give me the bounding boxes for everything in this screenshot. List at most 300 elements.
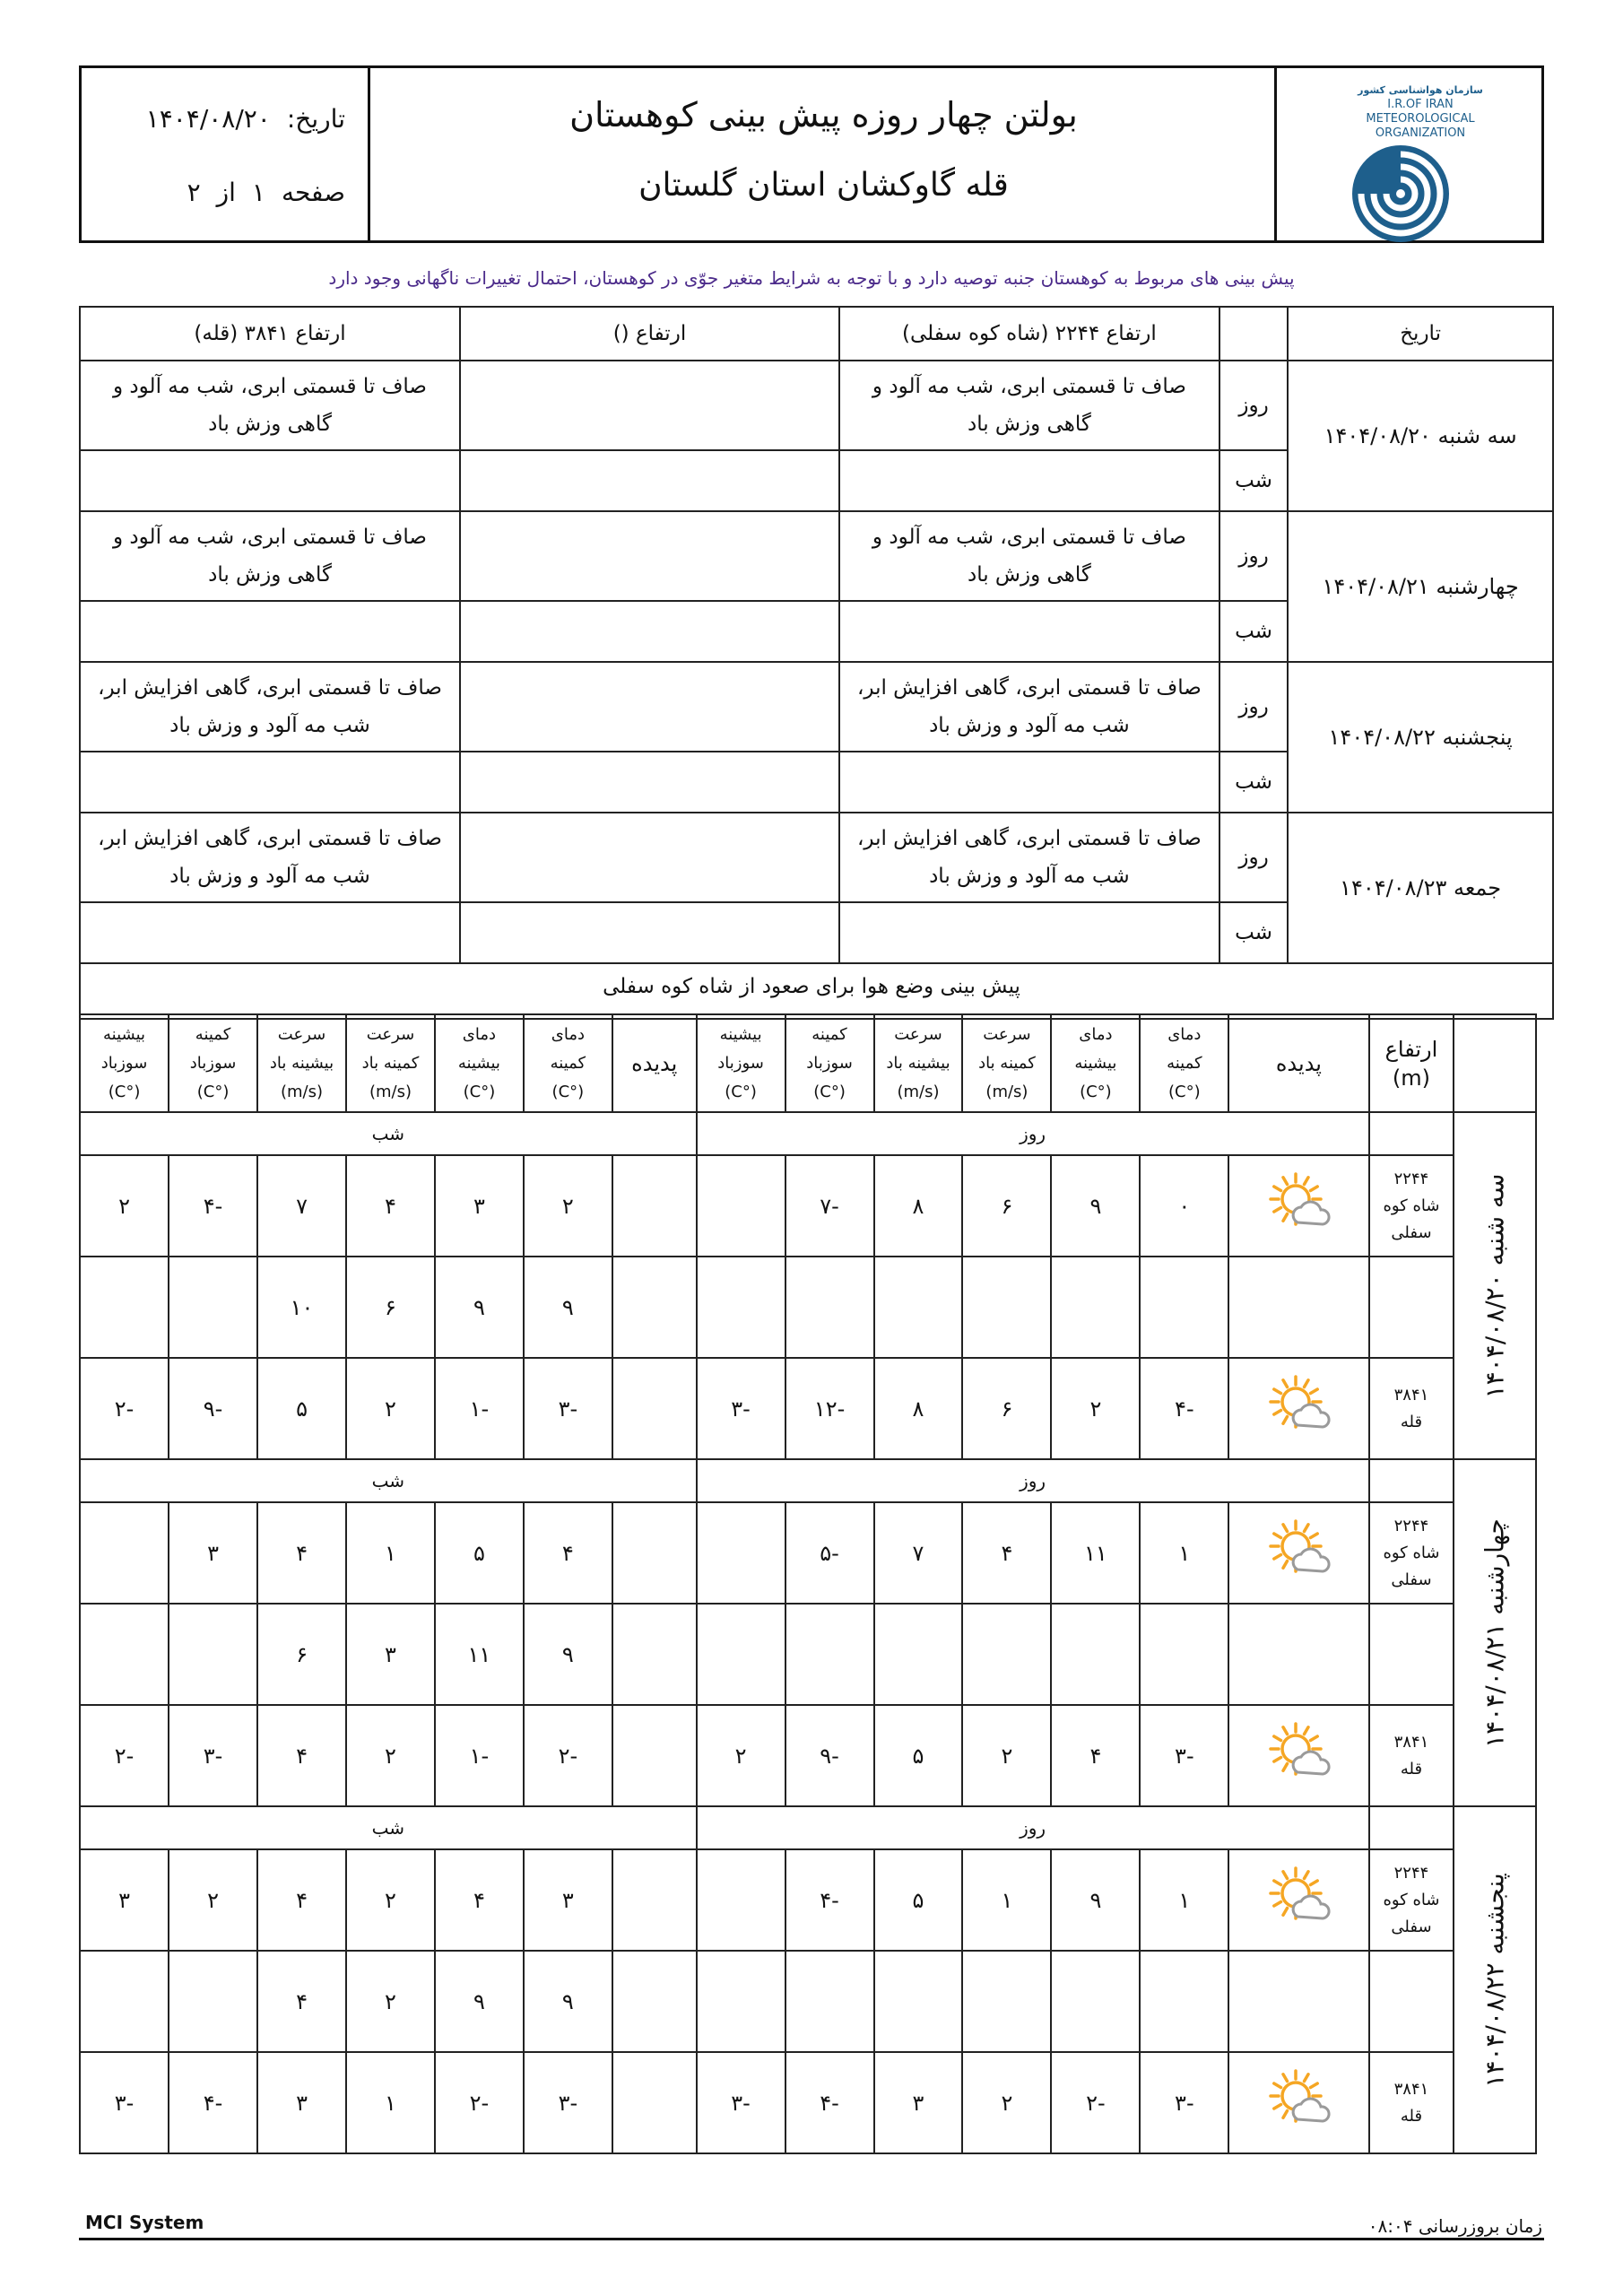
night-value: ۹ xyxy=(435,1951,524,2052)
night-value: ۴ xyxy=(257,1951,346,2052)
meteorological-organization-logo xyxy=(1277,68,1541,246)
day-label: روز xyxy=(1219,361,1288,450)
bulletin-subtitle: قله گاوکشان استان گلستان xyxy=(638,167,1009,204)
night-value: ۲ xyxy=(346,1951,435,2052)
variable-header-line: کمینه xyxy=(812,1024,847,1044)
bulletin-title: بولتن چهار روزه پیش بینی کوهستان xyxy=(569,95,1078,135)
page-of: از xyxy=(216,178,236,207)
peak-forecast: صاف تا قسمتی ابری، شب مه آلود و گاهی وزش باد xyxy=(80,361,460,450)
empty-cell xyxy=(460,450,839,511)
climb-data-row xyxy=(80,1257,1536,1358)
empty-cell xyxy=(460,601,839,662)
day-value xyxy=(874,1604,963,1705)
weather-icon-cell xyxy=(1228,1604,1368,1705)
day-value: -۲ xyxy=(1051,2052,1140,2153)
climb-data-row xyxy=(80,1358,1536,1459)
elevation-cell xyxy=(1369,1155,1454,1257)
day-value xyxy=(697,1849,785,1951)
night-value: -۴ xyxy=(169,2052,257,2153)
day-value xyxy=(1140,1257,1228,1358)
forecast-header-2: ارتفاع ۲۲۴۴ (شاه کوه سفلی) xyxy=(839,307,1219,361)
night-phenomenon-cell xyxy=(612,1951,697,2052)
night-value: ۳ xyxy=(80,1849,169,1951)
date-value: ۱۴۰۴/۰۸/۲۰ xyxy=(145,104,271,134)
station-name: قله xyxy=(1400,1412,1423,1431)
day-value: ۵ xyxy=(874,1849,963,1951)
day-value: -۳ xyxy=(697,2052,785,2153)
day-value xyxy=(962,1257,1051,1358)
climb-header-row xyxy=(80,1014,1536,1112)
elevation-cell xyxy=(1369,1502,1454,1604)
day-value: ۹ xyxy=(1051,1849,1140,1951)
forecast-day-row xyxy=(80,813,1553,902)
elevation-cell xyxy=(1369,1257,1454,1358)
variable-header-line: (m/s) xyxy=(985,1082,1028,1101)
forecast-header-4: ارتفاع ۳۸۴۱ (قله) xyxy=(80,307,460,361)
page-indicator xyxy=(171,178,345,207)
elevation-value: ۳۸۴۱ xyxy=(1393,1732,1429,1752)
day-value xyxy=(785,1257,874,1358)
day-value: ۹ xyxy=(1051,1155,1140,1257)
weather-icon-cell xyxy=(1228,1502,1368,1604)
variable-header-line: سوزباد xyxy=(100,1053,148,1073)
night-value: ۲ xyxy=(80,1155,169,1257)
bulletin-header xyxy=(79,65,1544,243)
variable-header-line: (°C) xyxy=(1080,1082,1112,1101)
variable-header xyxy=(962,1014,1051,1112)
partly-cloudy-icon xyxy=(1265,1373,1332,1439)
elevation-cell xyxy=(1369,1705,1454,1806)
weather-icon-cell xyxy=(1228,1155,1368,1257)
variable-header-line: بیشینه xyxy=(1074,1053,1117,1073)
variable-header-line: بیشینه باد xyxy=(269,1053,334,1073)
elevation-cell xyxy=(1369,1951,1454,2052)
phenomenon-header: پدیده xyxy=(612,1014,697,1112)
night-value: ۹ xyxy=(524,1257,612,1358)
block-date-text: پنجشنبه ۱۴۰۴/۰۸/۲۲ xyxy=(1480,1872,1510,2088)
partly-cloudy-icon xyxy=(1265,1720,1332,1787)
forecast-header-row xyxy=(80,307,1553,361)
peak-forecast: صاف تا قسمتی ابری، گاهی افزایش ابر، شب مه آلود و وزش باد xyxy=(80,813,460,902)
empty-cell xyxy=(1369,1112,1454,1155)
forecast-header-0: تاریخ xyxy=(1288,307,1553,361)
logo-text-fa: سازمان هواشناسی کشور xyxy=(1358,84,1483,96)
night-phenomenon-cell xyxy=(612,1502,697,1604)
forecast-date: جمعه ۱۴۰۴/۰۸/۲۳ xyxy=(1288,813,1553,963)
day-value xyxy=(1051,1604,1140,1705)
update-time xyxy=(1368,2215,1542,2237)
day-value xyxy=(697,1502,785,1604)
update-time-value: ۰۸:۰۴ xyxy=(1367,2215,1413,2237)
variable-header-line: دمای xyxy=(462,1024,497,1044)
night-value xyxy=(80,1257,169,1358)
empty-cell xyxy=(839,601,1219,662)
day-value: -۴ xyxy=(1140,1358,1228,1459)
station-name: قله xyxy=(1400,1759,1423,1779)
day-value xyxy=(697,1951,785,2052)
night-value: ۶ xyxy=(257,1604,346,1705)
night-value: ۳ xyxy=(169,1502,257,1604)
day-value: ۸ xyxy=(874,1155,963,1257)
elevation-value: ۲۲۴۴ xyxy=(1393,1169,1429,1188)
night-value: ۱۱ xyxy=(435,1604,524,1705)
night-phenomenon-cell xyxy=(612,1705,697,1806)
forecast-date: چهارشنبه ۱۴۰۴/۰۸/۲۱ xyxy=(1288,511,1553,662)
day-value xyxy=(1051,1951,1140,2052)
variable-header-line: کمینه باد xyxy=(361,1053,420,1073)
night-value xyxy=(169,1257,257,1358)
variable-header-line: کمینه xyxy=(195,1024,231,1044)
day-value xyxy=(697,1257,785,1358)
day-value xyxy=(962,1951,1051,2052)
night-value: ۲ xyxy=(346,1849,435,1951)
update-time-label: زمان بروزرسانی xyxy=(1418,2215,1542,2237)
night-value: ۳ xyxy=(257,2052,346,2153)
day-label: روز xyxy=(697,1806,1369,1849)
block-date xyxy=(1454,1112,1536,1459)
logo-text-3: ORGANIZATION xyxy=(1375,126,1466,140)
forecast-header-1 xyxy=(1219,307,1288,361)
title-cell xyxy=(368,68,1277,240)
night-label: شب xyxy=(1219,450,1288,511)
day-value: ۲ xyxy=(962,2052,1051,2153)
empty-cell xyxy=(839,902,1219,963)
empty-cell xyxy=(460,662,839,752)
station-name: قله xyxy=(1400,2106,1423,2126)
night-value: ۳ xyxy=(346,1604,435,1705)
day-value: ۶ xyxy=(962,1155,1051,1257)
night-value: ۴ xyxy=(257,1502,346,1604)
night-phenomenon-cell xyxy=(612,1849,697,1951)
partly-cloudy-icon xyxy=(1265,1170,1332,1237)
night-value: ۲ xyxy=(524,1155,612,1257)
night-value: -۱ xyxy=(435,1358,524,1459)
block-date xyxy=(1454,1459,1536,1806)
variable-header xyxy=(435,1014,524,1112)
weather-icon-cell xyxy=(1228,1951,1368,2052)
night-value: ۷ xyxy=(257,1155,346,1257)
night-value: ۳ xyxy=(435,1155,524,1257)
night-phenomenon-cell xyxy=(612,1257,697,1358)
night-value: ۱۰ xyxy=(257,1257,346,1358)
day-value xyxy=(697,1604,785,1705)
block-date xyxy=(1454,1806,1536,2153)
footer-divider xyxy=(79,2238,1544,2240)
block-date-text: چهارشنبه ۱۴۰۴/۰۸/۲۱ xyxy=(1480,1518,1510,1748)
day-value: ۵ xyxy=(874,1705,963,1806)
day-value: -۴ xyxy=(785,2052,874,2153)
day-value: -۳ xyxy=(697,1358,785,1459)
forecast-date: پنجشنبه ۱۴۰۴/۰۸/۲۲ xyxy=(1288,662,1553,813)
empty-cell xyxy=(460,813,839,902)
weather-icon-cell xyxy=(1228,1358,1368,1459)
day-value: ۳ xyxy=(874,2052,963,2153)
night-value: ۵ xyxy=(435,1502,524,1604)
climb-data-row xyxy=(80,1705,1536,1806)
night-phenomenon-cell xyxy=(612,1604,697,1705)
variable-header-line: (°C) xyxy=(463,1082,496,1101)
climb-table-title: پیش بینی وضع هوا برای صعود از شاه کوه سفلی xyxy=(603,975,1020,998)
block-date-text: سه شنبه ۱۴۰۴/۰۸/۲۰ xyxy=(1480,1173,1510,1398)
variable-header-line: سرعت xyxy=(366,1024,415,1044)
climb-forecast-table xyxy=(79,1013,1537,2154)
lower-station-forecast: صاف تا قسمتی ابری، شب مه آلود و گاهی وزش باد xyxy=(839,361,1219,450)
night-value: ۴ xyxy=(346,1155,435,1257)
night-value xyxy=(169,1604,257,1705)
variable-header-line: (m/s) xyxy=(369,1082,412,1101)
day-label: روز xyxy=(697,1459,1369,1502)
logo-text-1: I.R.OF IRAN xyxy=(1387,98,1454,111)
logo-text-2: METEOROLOGICAL xyxy=(1366,112,1475,126)
forecast-day-row xyxy=(80,511,1553,601)
night-label: شب xyxy=(1219,601,1288,662)
night-label: شب xyxy=(80,1112,697,1155)
variable-header-line: کمینه xyxy=(1167,1053,1202,1073)
empty-cell xyxy=(80,601,460,662)
night-value: -۲ xyxy=(80,1705,169,1806)
night-label: شب xyxy=(1219,752,1288,813)
day-value: ۴ xyxy=(1051,1705,1140,1806)
elevation-value: ۳۸۴۱ xyxy=(1393,2079,1429,2099)
day-value: ۱ xyxy=(1140,1849,1228,1951)
station-name: شاه کوه سفلی xyxy=(1383,1196,1440,1242)
day-label: روز xyxy=(1219,813,1288,902)
night-value: ۹ xyxy=(524,1951,612,2052)
day-value: ۲ xyxy=(962,1705,1051,1806)
night-value xyxy=(80,1951,169,2052)
elevation-value: ۲۲۴۴ xyxy=(1393,1516,1429,1535)
night-phenomenon-cell xyxy=(612,2052,697,2153)
variable-header xyxy=(346,1014,435,1112)
weather-icon-cell xyxy=(1228,2052,1368,2153)
forecast-date: سه شنبه ۱۴۰۴/۰۸/۲۰ xyxy=(1288,361,1553,511)
climb-data-row xyxy=(80,1951,1536,2052)
empty-cell xyxy=(460,361,839,450)
night-value: -۲ xyxy=(435,2052,524,2153)
day-value: ۸ xyxy=(874,1358,963,1459)
variable-header-line: دمای xyxy=(1167,1024,1202,1044)
day-value: -۱۲ xyxy=(785,1358,874,1459)
day-night-row xyxy=(80,1459,1536,1502)
empty-cell xyxy=(1369,1806,1454,1849)
variable-header-line: بیشینه xyxy=(719,1024,762,1044)
page-number: ۱ xyxy=(251,178,265,207)
advisory-notice: پیش بینی های مربوط به کوهستان جنبه توصیه دارد و با توجه به شرایط متغیر جوّی در کوهستان، احتمال تغییرات ناگهانی وجود دارد xyxy=(328,267,1295,289)
weather-icon-cell xyxy=(1228,1705,1368,1806)
peak-forecast: صاف تا قسمتی ابری، شب مه آلود و گاهی وزش باد xyxy=(80,511,460,601)
day-value xyxy=(874,1951,963,2052)
empty-cell xyxy=(80,450,460,511)
night-value: ۹ xyxy=(435,1257,524,1358)
day-value: ۲ xyxy=(697,1705,785,1806)
variable-header-line: بیشینه باد xyxy=(886,1053,950,1073)
night-value: -۳ xyxy=(169,1705,257,1806)
variable-header-line: بیشینه xyxy=(457,1053,500,1073)
day-night-row xyxy=(80,1806,1536,1849)
empty-cell xyxy=(839,450,1219,511)
variable-header-line: (m/s) xyxy=(280,1082,324,1101)
day-value xyxy=(962,1604,1051,1705)
empty-cell xyxy=(1369,1459,1454,1502)
night-label: شب xyxy=(80,1459,697,1502)
day-value xyxy=(1140,1951,1228,2052)
day-value: ۰ xyxy=(1140,1155,1228,1257)
empty-cell xyxy=(460,752,839,813)
variable-header-line: دمای xyxy=(1079,1024,1113,1044)
variable-header xyxy=(80,1014,169,1112)
elevation-header: ارتفاع (m) xyxy=(1369,1014,1454,1112)
empty-cell xyxy=(80,752,460,813)
night-value: ۲ xyxy=(169,1849,257,1951)
climb-data-row xyxy=(80,1502,1536,1604)
day-value: ۴ xyxy=(962,1502,1051,1604)
issue-date xyxy=(130,104,345,134)
lower-station-forecast: صاف تا قسمتی ابری، گاهی افزایش ابر، شب مه آلود و وزش باد xyxy=(839,662,1219,752)
empty-cell xyxy=(80,902,460,963)
night-value: ۲ xyxy=(346,1705,435,1806)
night-value: -۳ xyxy=(524,1358,612,1459)
elevation-cell xyxy=(1369,1604,1454,1705)
variable-header xyxy=(1140,1014,1228,1112)
variable-header-line: کمینه باد xyxy=(978,1053,1036,1073)
day-night-row xyxy=(80,1112,1536,1155)
day-value: -۵ xyxy=(785,1502,874,1604)
variable-header-line: سرعت xyxy=(983,1024,1031,1044)
day-label: روز xyxy=(1219,511,1288,601)
climb-data-row xyxy=(80,1604,1536,1705)
night-value: -۲ xyxy=(80,1358,169,1459)
elevation-cell xyxy=(1369,1849,1454,1951)
variable-header xyxy=(697,1014,785,1112)
night-value: ۵ xyxy=(257,1358,346,1459)
night-value: ۴ xyxy=(524,1502,612,1604)
forecast-header-3: ارتفاع () xyxy=(460,307,839,361)
day-value xyxy=(874,1257,963,1358)
variable-header-line: (°C) xyxy=(1168,1082,1201,1101)
variable-header-line: سوزباد xyxy=(717,1053,764,1073)
elevation-cell xyxy=(1369,2052,1454,2153)
day-value: -۳ xyxy=(1140,2052,1228,2153)
variable-header-line: (°C) xyxy=(725,1082,757,1101)
night-value: -۴ xyxy=(169,1155,257,1257)
forecast-table xyxy=(79,306,1554,1020)
variable-header-line: دمای xyxy=(551,1024,585,1044)
night-value: ۱ xyxy=(346,1502,435,1604)
night-value: -۹ xyxy=(169,1358,257,1459)
day-value xyxy=(1140,1604,1228,1705)
day-value: ۲ xyxy=(1051,1358,1140,1459)
lower-station-forecast: صاف تا قسمتی ابری، شب مه آلود و گاهی وزش باد xyxy=(839,511,1219,601)
day-value: -۳ xyxy=(1140,1705,1228,1806)
day-value: -۴ xyxy=(785,1849,874,1951)
climb-data-row xyxy=(80,1155,1536,1257)
night-value: ۹ xyxy=(524,1604,612,1705)
night-value: ۴ xyxy=(257,1705,346,1806)
variable-header xyxy=(874,1014,963,1112)
partly-cloudy-icon xyxy=(1265,1518,1332,1584)
forecast-day-row xyxy=(80,361,1553,450)
night-value: -۳ xyxy=(524,2052,612,2153)
day-label: روز xyxy=(697,1112,1369,1155)
night-value: ۱ xyxy=(346,2052,435,2153)
variable-header-line: (°C) xyxy=(551,1082,585,1101)
variable-header-line: سوزباد xyxy=(806,1053,853,1073)
day-value xyxy=(697,1155,785,1257)
night-label: شب xyxy=(80,1806,697,1849)
day-label: روز xyxy=(1219,662,1288,752)
day-value: ۷ xyxy=(874,1502,963,1604)
elevation-value: ۲۲۴۴ xyxy=(1393,1863,1429,1883)
empty-cell xyxy=(1454,1014,1536,1112)
day-value: -۹ xyxy=(785,1705,874,1806)
empty-cell xyxy=(460,902,839,963)
forecast-day-row xyxy=(80,662,1553,752)
system-label: MCI System xyxy=(85,2212,204,2233)
climb-data-row xyxy=(80,2052,1536,2153)
day-value xyxy=(785,1604,874,1705)
variable-header-line: (°C) xyxy=(813,1082,846,1101)
date-cell xyxy=(82,68,370,240)
climb-data-row xyxy=(80,1849,1536,1951)
variable-header-line: بیشینه xyxy=(103,1024,146,1044)
day-value xyxy=(1051,1257,1140,1358)
night-value: ۳ xyxy=(524,1849,612,1951)
variable-header-line: سرعت xyxy=(894,1024,942,1044)
night-phenomenon-cell xyxy=(612,1358,697,1459)
night-value: ۴ xyxy=(435,1849,524,1951)
night-value: -۲ xyxy=(524,1705,612,1806)
variable-header-line: (m/s) xyxy=(897,1082,940,1101)
day-value: ۱ xyxy=(1140,1502,1228,1604)
page-total: ۲ xyxy=(187,178,201,207)
elevation-cell xyxy=(1369,1358,1454,1459)
elevation-value: ۳۸۴۱ xyxy=(1393,1385,1429,1405)
variable-header-line: (°C) xyxy=(196,1082,230,1101)
night-phenomenon-cell xyxy=(612,1155,697,1257)
night-value: ۶ xyxy=(346,1257,435,1358)
variable-header xyxy=(1051,1014,1140,1112)
day-value: ۶ xyxy=(962,1358,1051,1459)
day-value: -۷ xyxy=(785,1155,874,1257)
variable-header xyxy=(257,1014,346,1112)
day-value: ۱۱ xyxy=(1051,1502,1140,1604)
date-label: تاریخ: xyxy=(286,104,345,134)
logo-cell xyxy=(1274,68,1541,240)
night-value xyxy=(80,1604,169,1705)
variable-header xyxy=(169,1014,257,1112)
variable-header xyxy=(785,1014,874,1112)
variable-header xyxy=(524,1014,612,1112)
weather-icon-cell xyxy=(1228,1257,1368,1358)
partly-cloudy-icon xyxy=(1265,2067,1332,2134)
peak-forecast: صاف تا قسمتی ابری، گاهی افزایش ابر، شب مه آلود و وزش باد xyxy=(80,662,460,752)
empty-cell xyxy=(460,511,839,601)
day-value xyxy=(785,1951,874,2052)
night-value: ۲ xyxy=(346,1358,435,1459)
day-value: ۱ xyxy=(962,1849,1051,1951)
variable-header-line: سرعت xyxy=(277,1024,326,1044)
lower-station-forecast: صاف تا قسمتی ابری، گاهی افزایش ابر، شب مه آلود و وزش باد xyxy=(839,813,1219,902)
night-value: ۴ xyxy=(257,1849,346,1951)
variable-header-line: (°C) xyxy=(108,1082,141,1101)
night-value: -۱ xyxy=(435,1705,524,1806)
variable-header-line: سوزباد xyxy=(189,1053,237,1073)
night-value: -۳ xyxy=(80,2052,169,2153)
station-name: شاه کوه سفلی xyxy=(1383,1890,1440,1936)
empty-cell xyxy=(839,752,1219,813)
variable-header-line: کمینه xyxy=(550,1053,586,1073)
page-label: صفحه xyxy=(281,178,345,207)
